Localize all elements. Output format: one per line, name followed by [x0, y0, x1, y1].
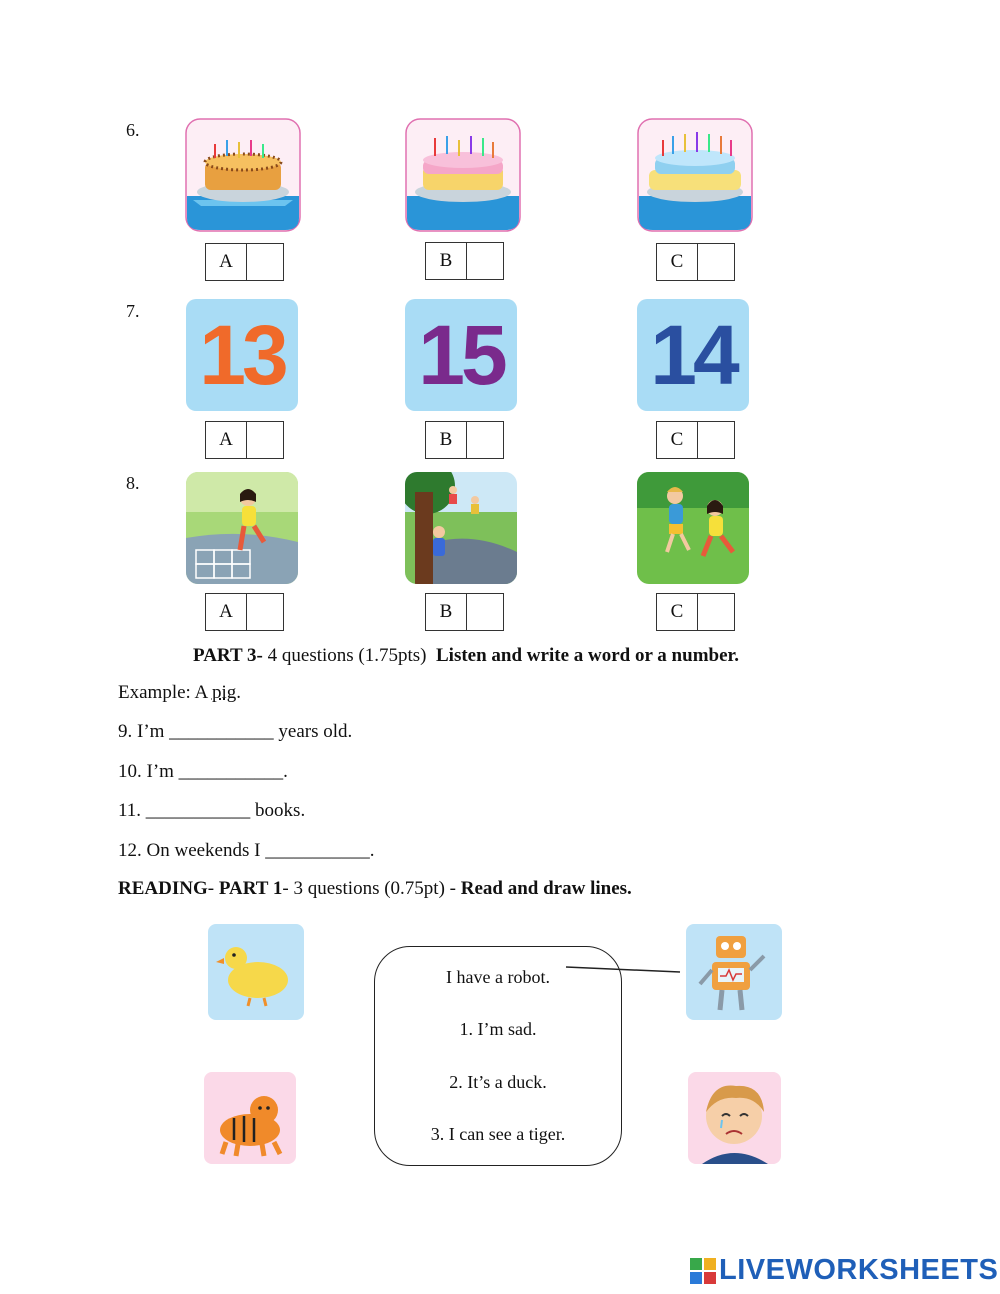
hide-and-seek-picture	[405, 472, 517, 584]
reading-sep: -	[207, 878, 219, 899]
example-match-line	[560, 960, 690, 980]
answer-box-6c[interactable]	[656, 243, 735, 281]
liveworksheets-logo	[690, 1254, 998, 1287]
number-card-b: 15	[405, 299, 517, 411]
answer-box-7b[interactable]	[425, 421, 504, 459]
liveworksheets-wordmark: LIVEWORKSHEETS	[719, 1254, 999, 1286]
option-label: B	[426, 243, 467, 279]
question-number-6: 6.	[126, 120, 140, 140]
answer-box-7c[interactable]	[656, 421, 735, 459]
answer-blank[interactable]	[247, 422, 283, 458]
answer-blank[interactable]	[698, 422, 734, 458]
option-label: B	[426, 422, 467, 458]
reading-heading	[118, 878, 632, 900]
part3-instruction: Listen and write a word or a number.	[436, 645, 739, 666]
cake-picture-c	[637, 118, 753, 232]
answer-blank[interactable]	[698, 594, 734, 630]
option-label: B	[426, 594, 467, 630]
option-label: C	[657, 422, 698, 458]
answer-blank[interactable]	[467, 243, 503, 279]
cake-picture-b	[405, 118, 521, 232]
part3-title: PART 3-	[193, 645, 263, 666]
part3-heading	[193, 645, 739, 667]
number-card-c: 14	[637, 299, 749, 411]
answer-box-7a[interactable]	[205, 421, 284, 459]
hopscotch-picture	[186, 472, 298, 584]
question-number-7: 7.	[126, 301, 140, 321]
reading-title: READING	[118, 878, 208, 899]
tiger-picture[interactable]	[204, 1072, 296, 1164]
part3-points: 4 questions (1.75pts)	[262, 645, 436, 666]
reading-part: PART 1	[218, 878, 283, 899]
reading-instruction: Read and draw lines.	[460, 878, 632, 899]
example-suffix: .	[236, 682, 241, 703]
sentence-3[interactable]: 3. I can see a tiger.	[430, 1124, 566, 1144]
reading-points: - 3 questions (0.75pt) -	[282, 878, 461, 899]
example-sentence[interactable]: I have a robot.	[446, 967, 550, 987]
question-12: 12. On weekends I ___________.	[118, 840, 375, 861]
question-9: 9. I’m ___________ years old.	[118, 721, 353, 742]
running-kids-picture	[637, 472, 749, 584]
answer-blank[interactable]	[247, 244, 283, 280]
example-prefix: Example: A	[118, 682, 212, 703]
answer-blank[interactable]	[467, 422, 503, 458]
answer-box-8c[interactable]	[656, 593, 735, 631]
answer-box-8a[interactable]	[205, 593, 284, 631]
question-10: 10. I’m ___________.	[118, 761, 288, 782]
answer-blank[interactable]	[698, 244, 734, 280]
answer-box-8b[interactable]	[425, 593, 504, 631]
option-label: A	[206, 244, 247, 280]
answer-blank[interactable]	[247, 594, 283, 630]
robot-picture[interactable]	[686, 924, 782, 1020]
example-answer: pig	[211, 682, 237, 703]
duck-picture[interactable]	[208, 924, 304, 1020]
answer-blank[interactable]	[467, 594, 503, 630]
number-card-a: 13	[186, 299, 298, 411]
sentence-1[interactable]: 1. I’m sad.	[459, 1019, 537, 1039]
sad-boy-picture[interactable]	[688, 1072, 781, 1164]
option-label: A	[206, 594, 247, 630]
option-label: C	[657, 594, 698, 630]
option-label: A	[206, 422, 247, 458]
answer-box-6b[interactable]	[425, 242, 504, 280]
option-label: C	[657, 244, 698, 280]
answer-box-6a[interactable]	[205, 243, 284, 281]
question-11: 11. ___________ books.	[118, 800, 306, 821]
question-number-8: 8.	[126, 473, 140, 493]
sentence-2[interactable]: 2. It’s a duck.	[449, 1072, 547, 1092]
liveworksheets-badge-icon	[690, 1258, 716, 1284]
part3-example	[118, 682, 241, 704]
cake-picture-a	[185, 118, 301, 232]
